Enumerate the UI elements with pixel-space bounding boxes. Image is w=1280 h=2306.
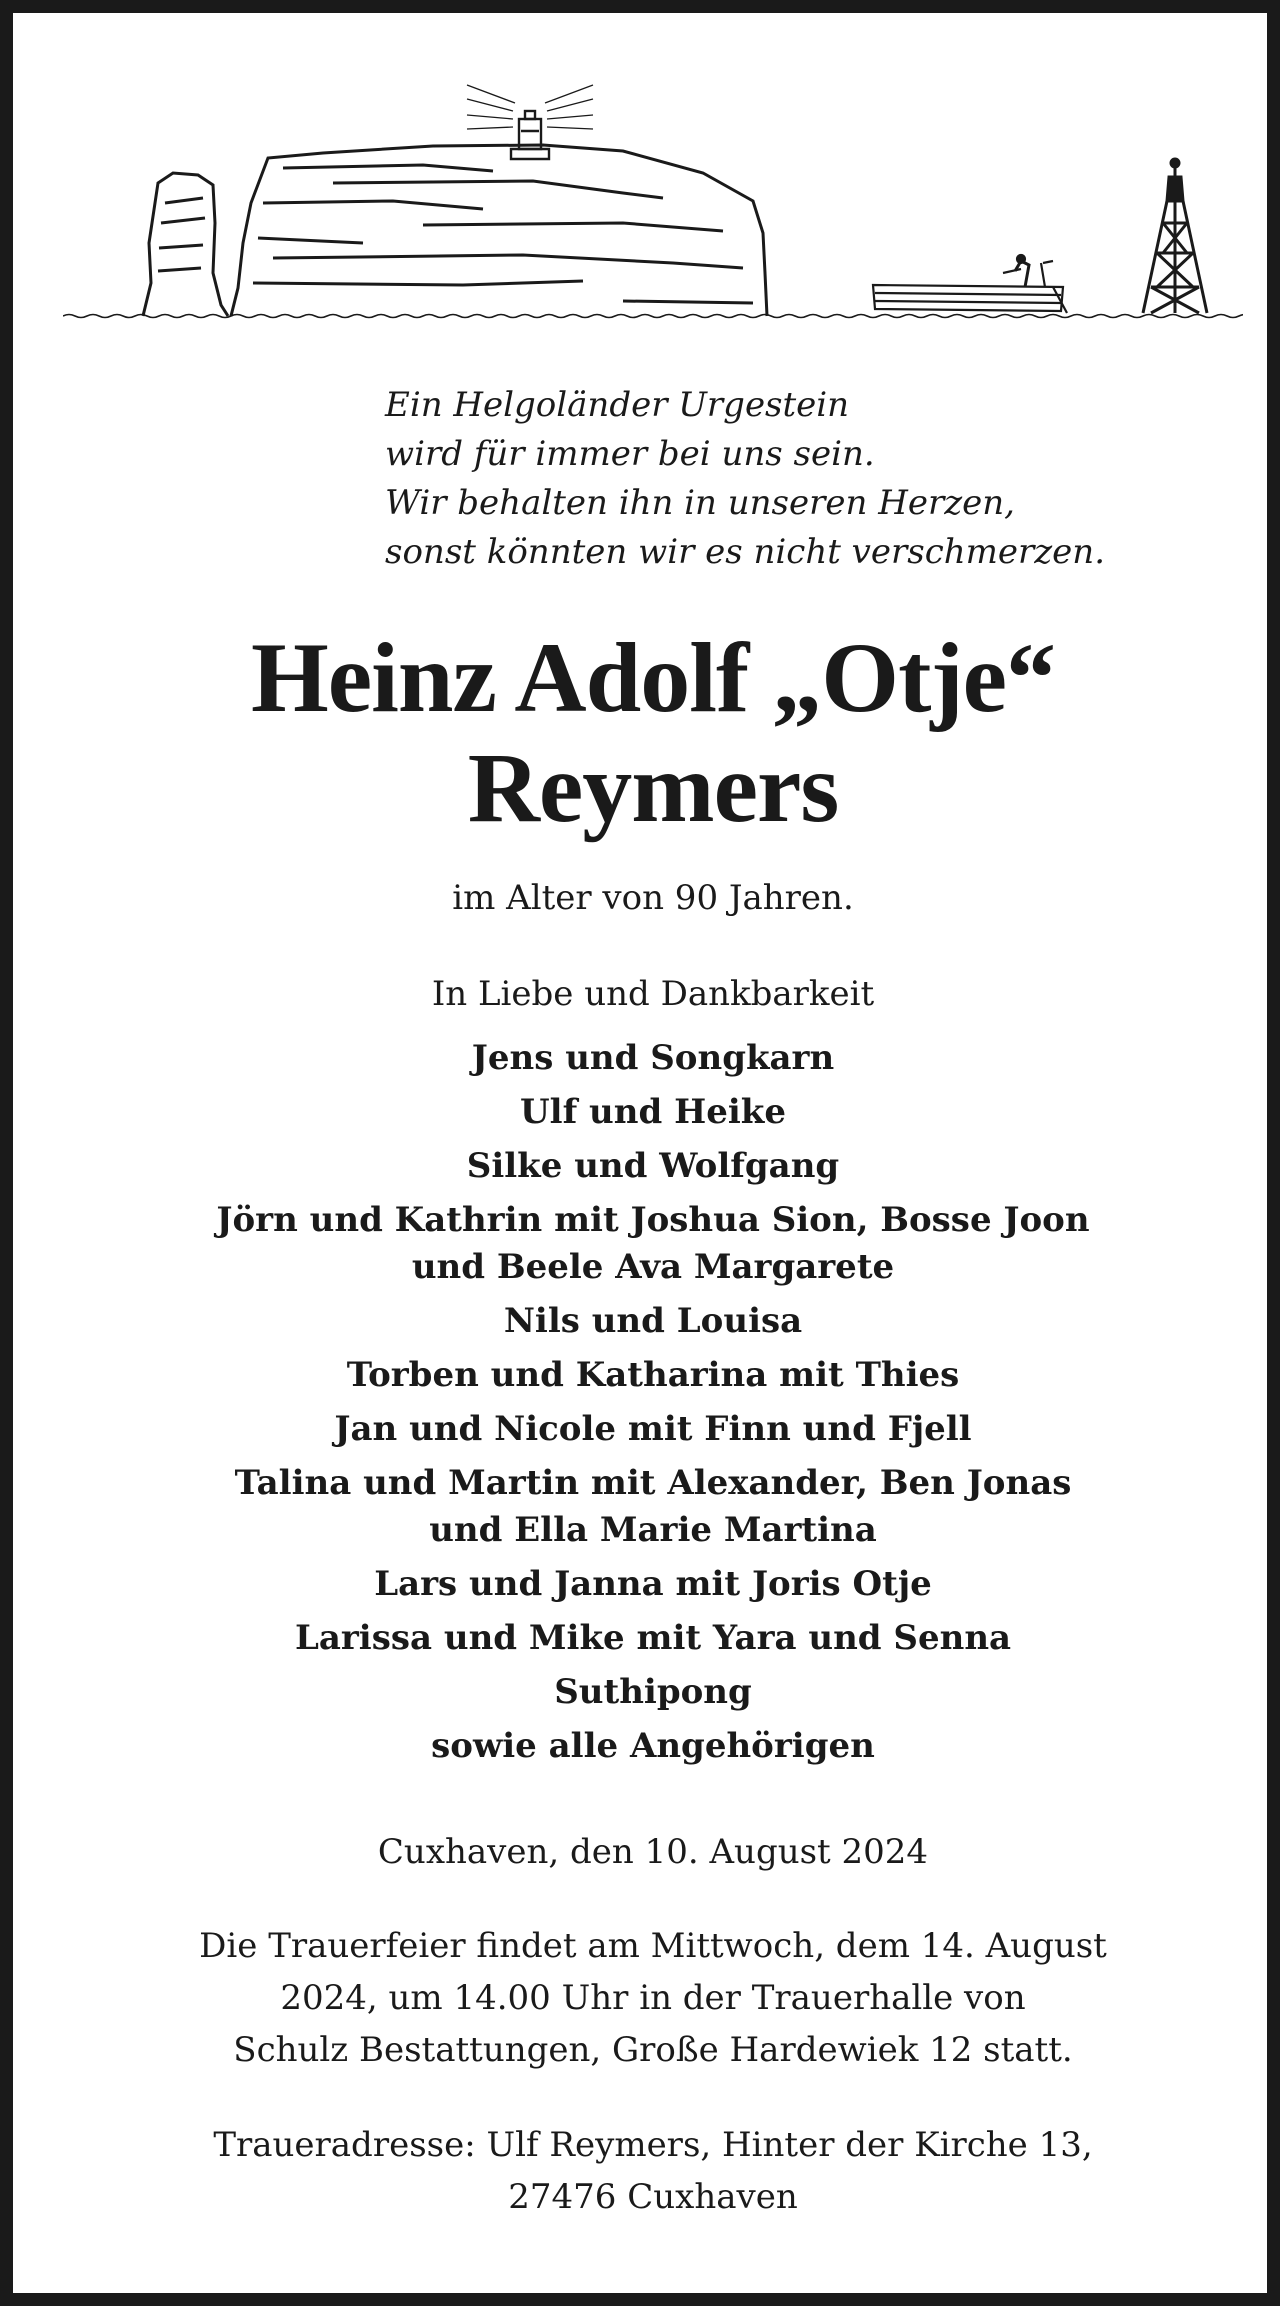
beacon-tower-icon	[1143, 159, 1207, 313]
island-cliff-icon	[231, 145, 767, 316]
deceased-name-line-2: Reymers	[467, 732, 839, 843]
family-member: Torben und Katharina mit Thies	[346, 1355, 960, 1395]
deceased-name-line-1: Heinz Adolf „Otje“	[250, 622, 1056, 733]
ceremony-info	[73, 1920, 1233, 2076]
place-date: Cuxhaven, den 10. August 2024	[377, 1832, 929, 1872]
thanks-text: In Liebe und Dankbarkeit	[431, 974, 875, 1014]
family-member	[73, 1460, 1233, 1554]
family-member: Nils und Louisa	[503, 1301, 803, 1341]
age-text: im Alter von 90 Jahren.	[452, 878, 854, 918]
family-member: Silke und Wolfgang	[466, 1146, 840, 1186]
ceremony-line: 2024, um 14.00 Uhr in der Trauerhalle von	[280, 1978, 1026, 2018]
family-member: Jens und Songkarn	[471, 1038, 835, 1078]
family-member: Jan und Nicole mit Finn und Fjell	[334, 1409, 972, 1449]
family-member-line-2: und Ella Marie Martina	[429, 1510, 877, 1550]
family-member: sowie alle Angehörigen	[431, 1726, 875, 1766]
verse-line: sonst könnten wir es nicht verschmerzen.	[385, 532, 1106, 572]
verse-line: Ein Helgoländer Urgestein	[385, 385, 850, 425]
family-list	[73, 1035, 1233, 1777]
family-member: Larissa und Mike mit Yara und Senna	[294, 1618, 1012, 1658]
address-line: Traueradresse: Ulf Reymers, Hinter der Kirche 13,	[213, 2125, 1093, 2165]
family-member-line-2: und Beele Ava Margarete	[411, 1247, 895, 1287]
family-member-line-1: Jörn und Kathrin mit Joshua Sion, Bosse Joon	[216, 1200, 1090, 1240]
family-member	[73, 1197, 1233, 1291]
sea-line-icon	[63, 315, 1243, 318]
address-line: 27476 Cuxhaven	[508, 2177, 798, 2217]
family-member: Ulf und Heike	[520, 1092, 786, 1132]
rock-pillar-icon	[143, 173, 228, 316]
mourning-address	[73, 2119, 1233, 2223]
rowing-boat-icon	[873, 255, 1067, 313]
family-member: Suthipong	[554, 1672, 752, 1712]
verse-line: Wir behalten ihn in unseren Herzen,	[385, 483, 1015, 523]
ceremony-line: Die Trauerfeier findet am Mittwoch, dem 14. August	[199, 1926, 1107, 1966]
memorial-verse	[385, 381, 1245, 577]
family-member-line-1: Talina und Martin mit Alexander, Ben Jonas	[234, 1463, 1072, 1503]
deceased-name	[73, 623, 1233, 843]
family-member: Lars und Janna mit Joris Otje	[374, 1564, 932, 1604]
helgoland-illustration	[63, 73, 1243, 333]
verse-line: wird für immer bei uns sein.	[385, 434, 875, 474]
ceremony-line: Schulz Bestattungen, Große Hardewiek 12 statt.	[233, 2030, 1073, 2070]
